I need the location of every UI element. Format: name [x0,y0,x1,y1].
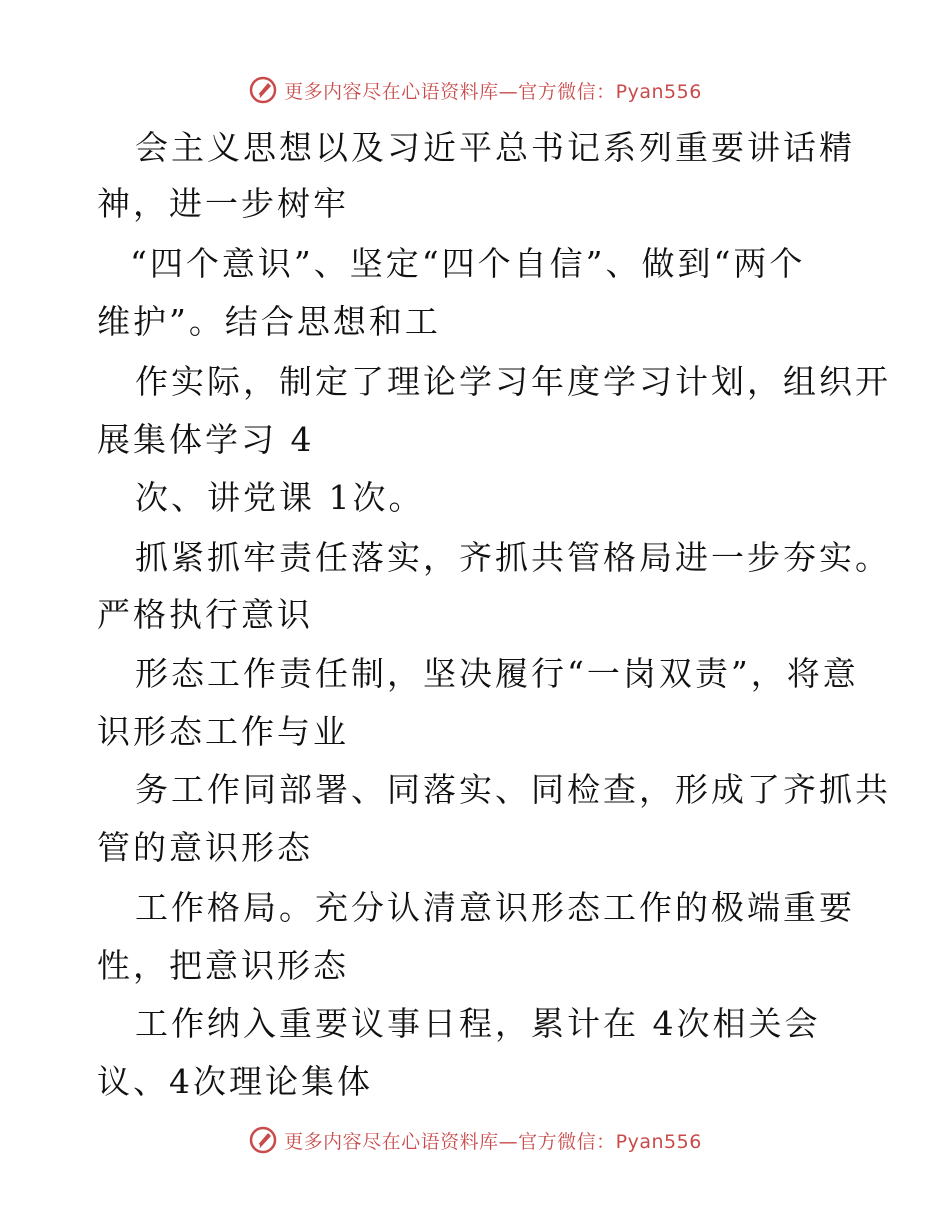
body-line: 次、讲党课 1次。 [135,478,425,517]
header-banner-text: 更多内容尽在心语资料库—官方微信：Pyan556 [284,80,702,103]
header-banner [0,72,950,108]
body-line: 管的意识形态 [97,828,313,867]
body-line: 议、4次理论集体 [97,1062,373,1101]
pen-logo-icon [248,1125,278,1155]
body-line: 形态工作责任制，坚决履行“一岗双责”，将意 [135,654,859,693]
footer-banner-text: 更多内容尽在心语资料库—官方微信：Pyan556 [284,1130,702,1153]
body-line: 性，把意识形态 [97,946,349,985]
body-line: 作实际，制定了理论学习年度学习计划，组织开 [135,362,891,401]
body-line: 展集体学习 4 [97,420,315,459]
body-line: 务工作同部署、同落实、同检查，形成了齐抓共 [135,770,891,809]
body-line: 工作纳入重要议事日程，累计在 4次相关会 [135,1004,821,1043]
body-line: 抓紧抓牢责任落实，齐抓共管格局进一步夯实。 [135,538,891,577]
footer-banner [0,1122,950,1158]
body-line: 识形态工作与业 [97,712,349,751]
body-line: “四个意识”、坚定“四个自信”、做到“两个 [130,244,806,283]
body-line: 工作格局。充分认清意识形态工作的极端重要 [135,888,855,927]
pen-logo-icon [248,75,278,105]
body-line: 神，进一步树牢 [97,184,349,223]
body-line: 会主义思想以及习近平总书记系列重要讲话精 [135,128,855,167]
body-line: 严格执行意识 [97,595,313,634]
body-line: 维护”。结合思想和工 [97,302,441,341]
